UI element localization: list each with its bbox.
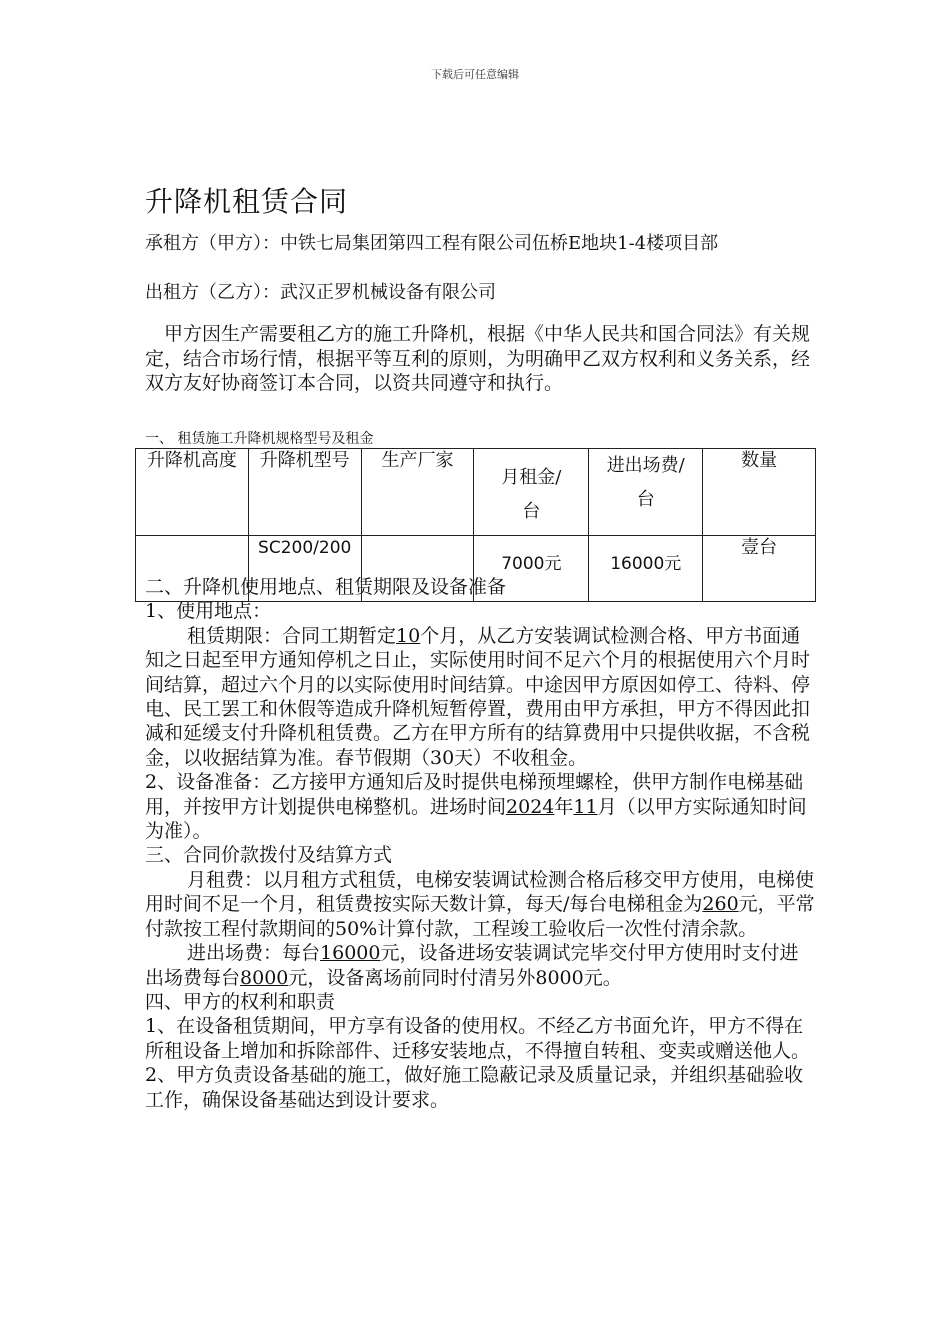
table-header-cell: 月租金/台 — [474, 449, 589, 536]
entry-month-value: 11 — [573, 795, 598, 818]
section-4-item-2: 2、甲方负责设备基础的施工，做好施工隐蔽记录及质量记录，并组织基础验收工作，确保设备基础达到设计要求。 — [145, 1064, 804, 1111]
section-4-item-1: 1、在设备租赁期间，甲方享有设备的使用权。不经乙方书面允许，甲方不得在所租设备上增加和拆除部件、迁移安装地点，不得擅自转租、变卖或赠送他人。 — [145, 1015, 811, 1062]
document-title: 升降机租赁合同 — [145, 185, 349, 218]
contract-body — [145, 575, 815, 1112]
entry-year-value: 2024 — [506, 795, 555, 818]
table-cell: 16000元 — [589, 536, 703, 602]
intro-paragraph: 甲方因生产需要租乙方的施工升降机，根据《中华人民共和国合同法》有关规定，结合市场行情，根据平等互利的原则，为明确甲乙双方权利和义务关系，经双方友好协商签订本合同，以资共同遵守和执行。 — [145, 323, 811, 394]
table-header-cell: 生产厂家 — [361, 449, 474, 536]
daily-rent-value: 260 — [702, 893, 739, 916]
equipment-prep-paragraph: 2、设备准备：乙方接甲方通知后及时提供电梯预埋螺栓，供甲方制作电梯基础用，并按甲方计划提供电梯整机。进场时间2024年11月（以甲方实际通知时间为准）。 — [145, 771, 807, 843]
table-cell: 7000元 — [474, 536, 589, 602]
table-header-cell: 升降机型号 — [248, 449, 361, 536]
table-header-row — [136, 449, 816, 536]
first-payment-value: 8000 — [240, 966, 289, 989]
header-note: 下载后可任意编辑 — [431, 68, 519, 81]
table-header-cell: 升降机高度 — [136, 449, 249, 536]
entry-exit-fee-value: 16000 — [320, 942, 381, 965]
table-header-cell: 数量 — [703, 449, 816, 536]
section-4-title: 四、甲方的权利和职责 — [145, 990, 336, 1013]
party-a: 承租方（甲方）：中铁七局集团第四工程有限公司伍桥E地块1-4楼项目部 — [145, 233, 719, 254]
party-b: 出租方（乙方）：武汉正罗机械设备有限公司 — [145, 282, 496, 303]
lease-months-value: 10 — [396, 624, 421, 647]
section-3-title: 三、合同价款拨付及结算方式 — [145, 844, 393, 867]
monthly-rent-paragraph: 月租费：以月租方式租赁，电梯安装调试检测合格后移交甲方使用，电梯使用时间不足一个月，租赁费按实际天数计算，每天/每台电梯租金为260元，平常付款按工程付款期间的50%计算付款，工程竣工验收后一次性付清余款。 — [145, 868, 815, 940]
section-2-item-1: 1、使用地点： — [145, 600, 272, 623]
table-cell: 壹台 — [703, 536, 816, 602]
table-cell: SC200/200 — [248, 536, 361, 602]
table-header-cell: 进出场费/台 — [589, 449, 703, 536]
lease-term-paragraph: 租赁期限：合同工期暂定10个月，从乙方安装调试检测合格、甲方书面通知之日起至甲方通知停机之日止，实际使用时间不足六个月的根据使用六个月时间结算，超过六个月的以实际使用时间结算。中途因甲方原因如停工、待料、停电、民工罢工和休假等造成升降机短暂停置，费用由甲方承担，甲方不得因此扣减和延缓支付升降机租赁费。乙方在甲方所有的结算费用中只提供收据，不含税金，以收据结算为准。春节假期（30天）不收租金。 — [145, 624, 811, 769]
section-2-title: 二、升降机使用地点、租赁期限及设备准备 — [145, 576, 507, 598]
section-1-title: 一、 租赁施工升降机规格型号及租金 — [145, 431, 374, 447]
entry-exit-fee-paragraph: 进出场费：每台16000元，设备进场安装调试完毕交付甲方使用时支付进出场费每台8000元，设备离场前同时付清另外8000元。 — [145, 942, 799, 989]
